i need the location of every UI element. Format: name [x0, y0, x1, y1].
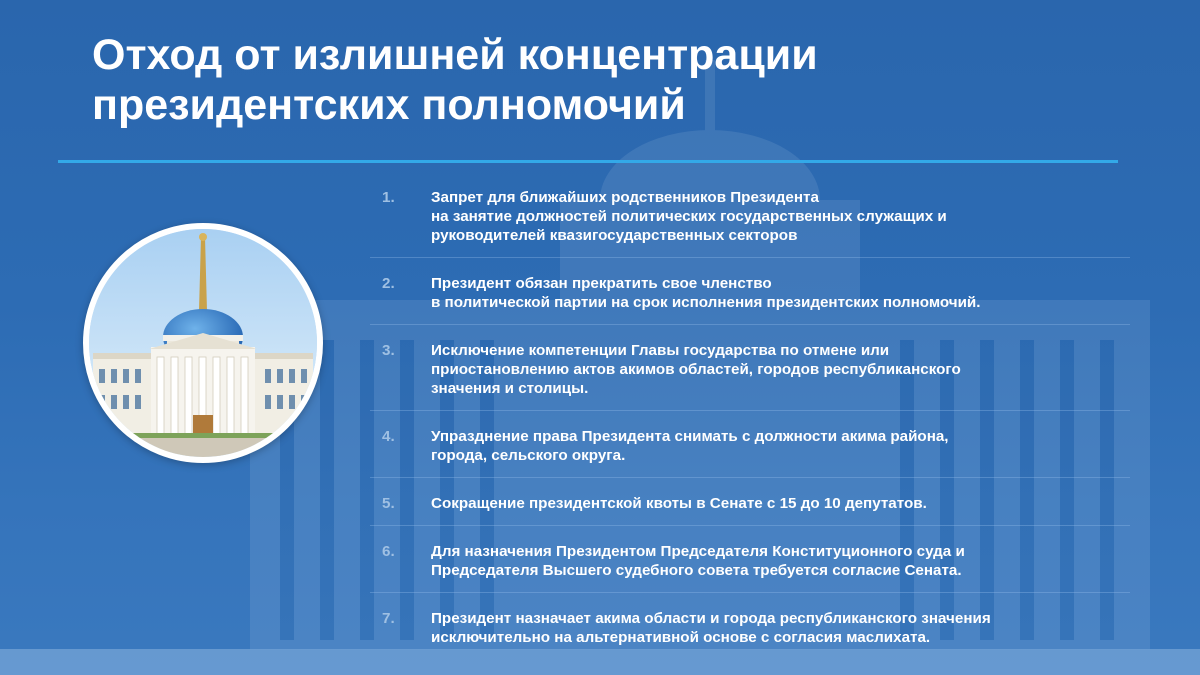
list-divider [370, 592, 1130, 593]
list-divider [370, 257, 1130, 258]
list-item-text: Сокращение президентской квоты в Сенате с 15 до 10 депутатов. [431, 495, 927, 512]
list-item-text: Для назначения Президентом Председателя Конституционного суда и Председателя Высшего судебного совета требуется согласие Сената. [431, 543, 965, 579]
list-item [370, 609, 1130, 647]
list-item-text: Президент назначает акима области и города республиканского значения исключительно на альтернативной основе с согласия маслихата. [431, 610, 991, 646]
list-item-text: Президент обязан прекратить свое членство в политической партии на срок исполнения президентских полномочий. [431, 275, 981, 311]
list-item-number: 6. [382, 543, 395, 560]
list-item-text: Исключение компетенции Главы государства по отмене или приостановлению актов акимов областей, городов республиканского значения и столицы. [431, 342, 961, 397]
footer-bar [0, 649, 1200, 675]
list-item [370, 542, 1130, 580]
list-item-number: 4. [382, 428, 395, 445]
title-underline [58, 160, 1118, 163]
reform-list [370, 188, 1130, 647]
list-divider [370, 477, 1130, 478]
list-item [370, 274, 1130, 312]
list-item-number: 3. [382, 342, 395, 359]
list-item-text: Запрет для ближайших родственников Президента на занятие должностей политических государственных служащих и руководителей квазигосударственных секторов [431, 189, 947, 244]
list-item-number: 1. [382, 189, 395, 206]
list-item [370, 341, 1130, 398]
list-item-number: 5. [382, 495, 395, 512]
list-divider [370, 525, 1130, 526]
list-item-number: 2. [382, 275, 395, 292]
list-divider [370, 324, 1130, 325]
list-item [370, 494, 1130, 513]
slide-title: Отход от излишней концентрации президентских полномочий [92, 31, 818, 129]
list-item [370, 188, 1130, 245]
list-item-number: 7. [382, 610, 395, 627]
list-item [370, 427, 1130, 465]
presidential-palace-photo [83, 223, 323, 463]
palace-illustration [89, 229, 317, 457]
list-item-text: Упразднение права Президента снимать с должности акима района, города, сельского округа. [431, 428, 949, 464]
list-divider [370, 410, 1130, 411]
